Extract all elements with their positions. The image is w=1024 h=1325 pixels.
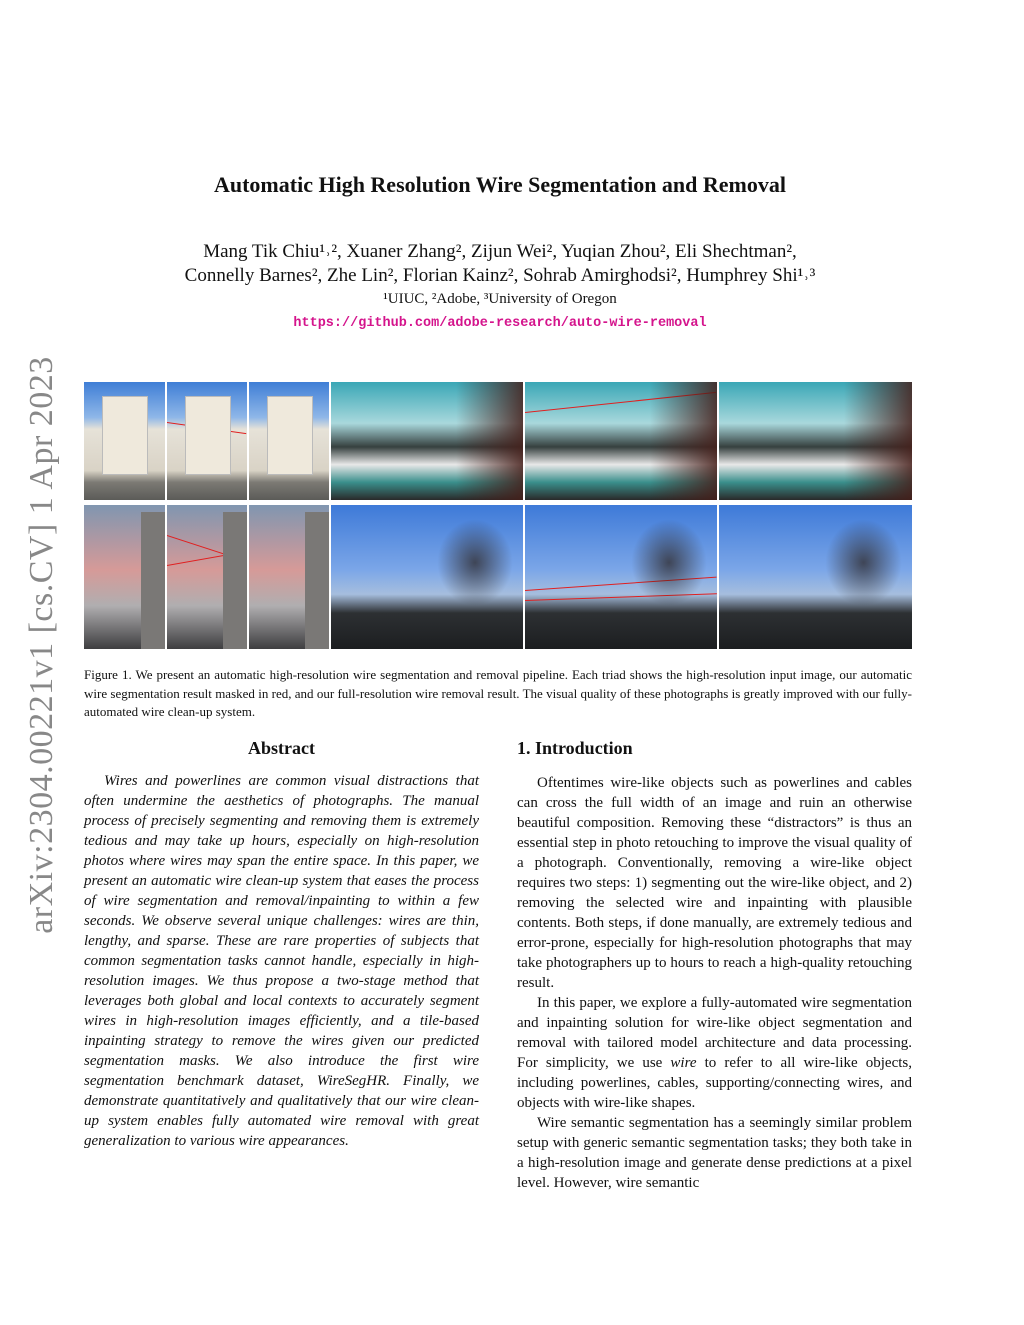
intro-p2-part2: to refer to all wire-like objects, including powerlines, cables, supporting/connecting wires, and objects with wire-like shapes. [517,1055,912,1111]
building-input-image [84,382,165,500]
introduction-heading: 1. Introduction [517,738,633,758]
arxiv-sidebar-stamp: arXiv:2304.00221v1 [cs.CV] 1 Apr 2023 [23,356,60,934]
alley-segmentation-image [167,505,247,649]
alley-input-image [84,505,165,649]
paper-title: Automatic High Resolution Wire Segmentation and Removal [213,172,786,197]
intro-paragraph-1: Oftentimes wire-like objects such as powerlines and cables can cross the full width of an image and ruin an otherwise beautiful composition. Removing these “distractors” is thus an essential step in photo retouching to improve the visual quality of a photograph. Conventionally, removing a wire-like object requires two steps: 1) segmenting out the wire-like object, and 2) removing the selected wire and inpainting with plausible contents. Both steps, if done manually, are extremely tedious and error-prone, especially for high-resolution photographs that may take photographers up to hours to reach a high-quality retouching result. [517,775,912,991]
abstract-heading: Abstract [248,738,315,758]
intro-paragraph-2 [517,993,912,1113]
intro-p2-part1: In this paper, we explore a fully-automated wire segmentation and inpainting solution for wire-like object segmentation and removal with tailored model architecture and data processing. For simplicity, we use [517,995,912,1071]
alley-removal-image [249,505,329,649]
authors-line-2: Connelly Barnes², Zhe Lin², Florian Kainz², Sohrab Amirghodsi², Humphrey Shi¹˒³ [184,265,816,286]
authors-line-1: Mang Tik Chiu¹˒², Xuaner Zhang², Zijun Wei², Yuqian Zhou², Eli Shechtman², [203,241,797,262]
github-link[interactable]: https://github.com/adobe-research/auto-wire-removal [293,316,707,331]
intro-paragraph-3: Wire semantic segmentation has a seemingly similar problem setup with generic semantic segmentation tasks; they both take in a high-resolution image and generate dense predictions at a pixel level. However, wire semantic [517,1115,912,1191]
building-removal-image [249,382,329,500]
train-removal-image [719,382,912,500]
trees-removal-image [719,505,912,649]
abstract-text: Wires and powerlines are common visual distractions that often undermine the aesthetics of photographs. The manual process of precisely segmenting and removing them is extremely tedious and may take up hours, especially on high-resolution photos where wires may span the entire space. In this paper, we present an automatic wire clean-up system that eases the process of wire segmentation and removal/inpainting to within a few seconds. We observe several unique challenges: wires are thin, lengthy, and sparse. These are rare properties of subjects that common segmentation tasks cannot handle, especially in high-resolution images. We thus propose a two-stage method that leverages both global and local contexts to accurately segment wires in high-resolution images efficiently, and a tile-based inpainting strategy to remove the wires given our predicted segmentation masks. We also introduce the first wire segmentation benchmark dataset, WireSegHR. Finally, we demonstrate quantitatively and qualitatively that our wire clean-up system enables fully automated wire removal with great generalization to various wire appearances. [84,773,479,1149]
building-segmentation-image [167,382,247,500]
trees-input-image [331,505,523,649]
abstract-body [84,771,479,1151]
train-segmentation-image [525,382,717,500]
train-input-image [331,382,523,500]
author-list [0,240,1000,288]
trees-segmentation-image [525,505,717,649]
intro-p2-emphasis: wire [670,1055,697,1071]
figure-caption: Figure 1. We present an automatic high-resolution wire segmentation and removal pipeline. Each triad shows the high-resolution input image, our automatic wire segmentation result masked in red, and our full-resolution wire removal result. The visual quality of these photographs is greatly improved with our fully-automated wire clean-up system. [84,667,912,719]
introduction-body [517,773,912,1193]
affiliations: ¹UIUC, ²Adobe, ³University of Oregon [383,291,617,307]
